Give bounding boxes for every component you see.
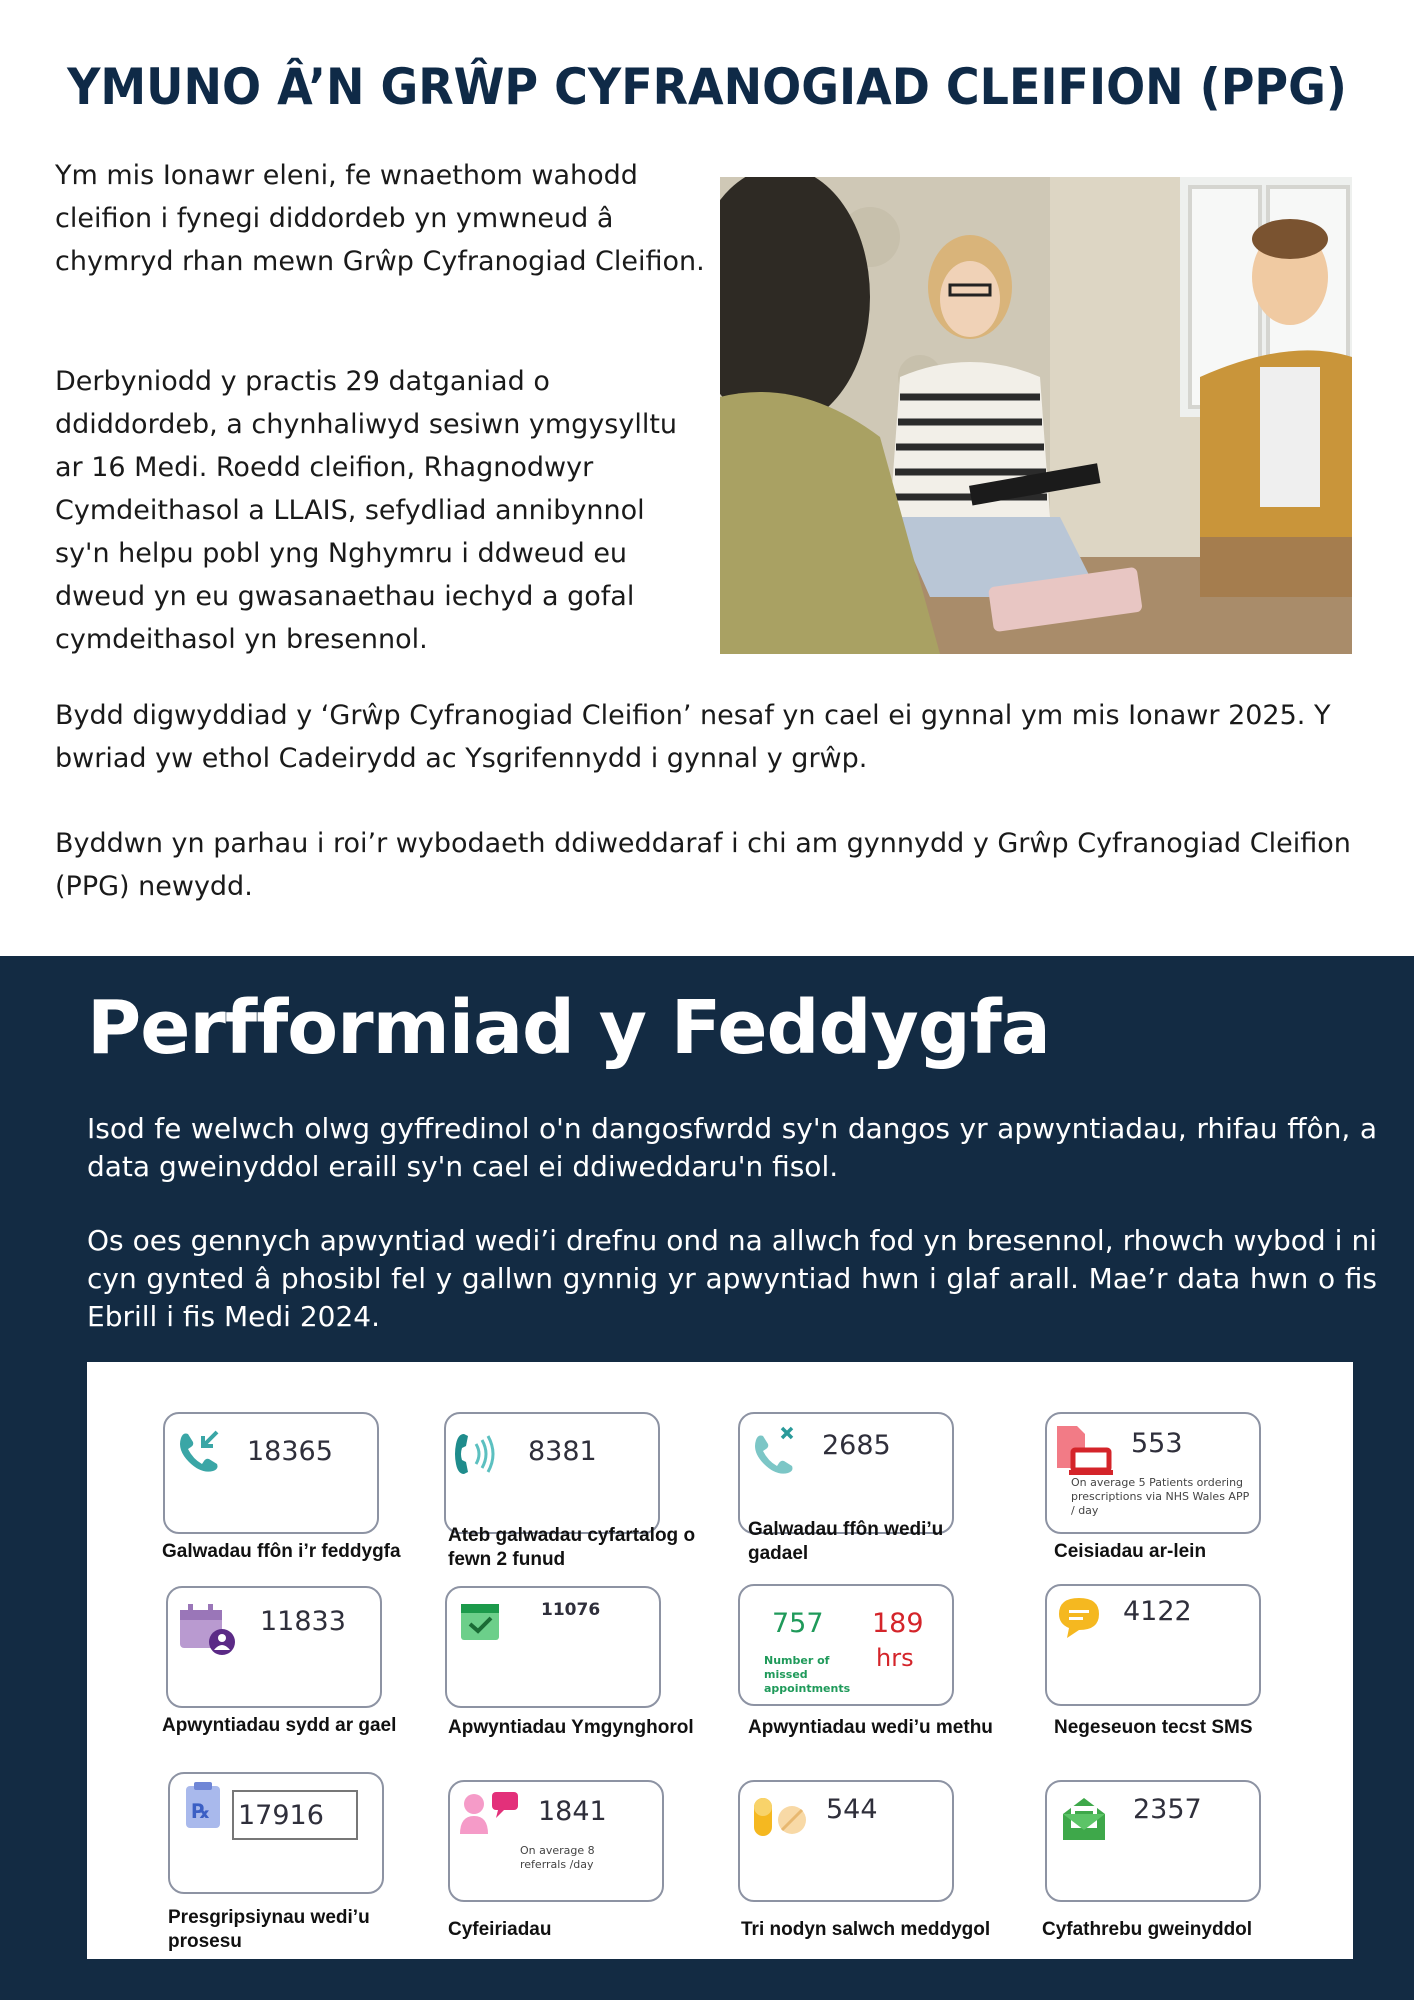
incoming-calls-label: Galwadau ffôn i’r feddygfa [162,1541,401,1562]
sms-value: 4122 [1123,1596,1192,1627]
incoming-calls-card [163,1412,379,1534]
consult-appointments-label: Apwyntiadau Ymgynghorol [448,1717,694,1738]
answered-calls-card [444,1412,660,1534]
prescriptions-value-box [232,1790,358,1840]
performance-paragraph-1: Isod fe welwch olwg gyffredinol o'n dangosfwrdd sy'n dangos yr apwyntiadau, rhifau ffôn, a data gweinyddol eraill sy'n cael ei ddiweddaru'n fisol. [87,1112,1377,1183]
intro-paragraph-1: Ym mis Ionawr eleni, fe wnaethom wahodd cleifion i fynegi diddordeb yn ymwneud â chymryd rhan mewn Grŵp Cyfranogiad Cleifion. [55,160,705,277]
sick-notes-label: Tri nodyn salwch meddygol [741,1919,991,1940]
svg-text:℞: ℞ [192,1799,210,1823]
prescriptions-card [168,1772,384,1894]
sick-notes-value: 544 [826,1794,878,1825]
available-appointments-value: 11833 [260,1606,346,1637]
referrals-note: On average 8 referrals /day [520,1844,595,1871]
phone-ringing-icon [450,1426,510,1482]
intro-paragraph-2: Derbyniodd y practis 29 datganiad o ddiddordeb, a chynhaliwyd sesiwn ymgysylltu ar 16 Medi. Roedd cleifion, Rhagnodwyr Cymdeithasol a LLAIS, sefydliad annibynnol sy'n helpu pobl yng Nghymru i ddweud eu dweud yn eu gwasanaethau iechyd a gofal cymdeithasol yn bresennol. [55,366,678,655]
group-meeting-photo [720,177,1352,654]
admin-label: Cyfathrebu gweinyddol [1042,1919,1253,1940]
missed-appointments-value: 757 [772,1608,824,1639]
answered-calls-value: 8381 [528,1436,597,1467]
missed-hours-value: 189 [872,1608,924,1639]
performance-paragraph-2: Os oes gennych apwyntiad wedi’i drefnu ond na allwch fod yn bresennol, rhowch wybod i ni cyn gynted â phosibl fel y gallwn gynnig yr apwyntiad hwn i glaf arall. Mae’r data hwn o fis Ebrill i fis Medi 2024. [87,1224,1377,1333]
online-requests-value: 553 [1131,1428,1183,1459]
abandoned-calls-value: 2685 [822,1430,891,1461]
missed-call-icon [748,1422,804,1478]
prescription-icon [184,1780,224,1830]
calendar-check-icon [459,1598,505,1644]
abandoned-calls-label: Galwadau ffôn wedi’u gadael [748,1519,944,1564]
online-requests-note: On average 5 Patients ordering prescriptions via NHS Wales APP / day [1071,1476,1250,1517]
page-title: YMUNO Â’N GRŴP CYFRANOGIAD CLEIFION (PPG) [67,58,1347,116]
prescriptions-value: 17916 [238,1800,324,1831]
sms-card [1045,1584,1261,1706]
answered-calls-label: Ateb galwadau cyfartalog o fewn 2 funud [448,1525,696,1570]
dashboard-panel [87,1362,1353,1959]
missed-appointments-card [738,1584,954,1706]
referrals-label: Cyfeiriadau [448,1919,552,1940]
available-appointments-card [166,1586,382,1708]
referral-people-icon [458,1790,520,1846]
pills-icon [750,1794,814,1842]
intro-paragraph-4: Byddwn yn parhau i roi’r wybodaeth ddiweddaraf i chi am gynnydd y Grŵp Cyfranogiad Cleifion (PPG) newydd. [55,828,1351,902]
prescriptions-label: Presgripsiynau wedi’u prosesu [168,1907,370,1952]
missed-hours-unit: hrs [876,1644,914,1672]
online-requests-card [1045,1412,1261,1534]
referrals-value: 1841 [538,1796,607,1827]
missed-appointments-label: Apwyntiadau wedi’u methu [748,1717,993,1738]
referrals-card [448,1780,664,1902]
available-appointments-label: Apwyntiadau sydd ar gael [162,1715,397,1736]
admin-value: 2357 [1133,1794,1202,1825]
sick-notes-card [738,1780,954,1902]
abandoned-calls-card [738,1412,954,1534]
chat-bubble-icon [1053,1594,1105,1642]
calendar-user-icon [178,1600,238,1656]
sms-label: Negeseuon tecst SMS [1054,1717,1253,1738]
incoming-call-icon [173,1426,225,1478]
intro-paragraph-3: Bydd digwyddiad y ‘Grŵp Cyfranogiad Cleifion’ nesaf yn cael ei gynnal ym mis Ionawr 2025. Y bwriad yw ethol Cadeirydd ac Ysgrifennydd i gynnal y grŵp. [55,700,1331,774]
incoming-calls-value: 18365 [247,1436,333,1467]
admin-card [1045,1780,1261,1902]
consult-appointments-value: 11076 [541,1600,601,1620]
consult-appointments-card [445,1586,661,1708]
envelope-icon [1059,1796,1109,1842]
missed-appointments-note: Number of missed appointments [764,1654,851,1695]
document-laptop-icon [1055,1426,1117,1478]
performance-title: Perfformiad y Feddygfa [87,985,1050,1071]
photo-illustration [720,177,1352,654]
online-requests-label: Ceisiadau ar-lein [1054,1541,1207,1562]
